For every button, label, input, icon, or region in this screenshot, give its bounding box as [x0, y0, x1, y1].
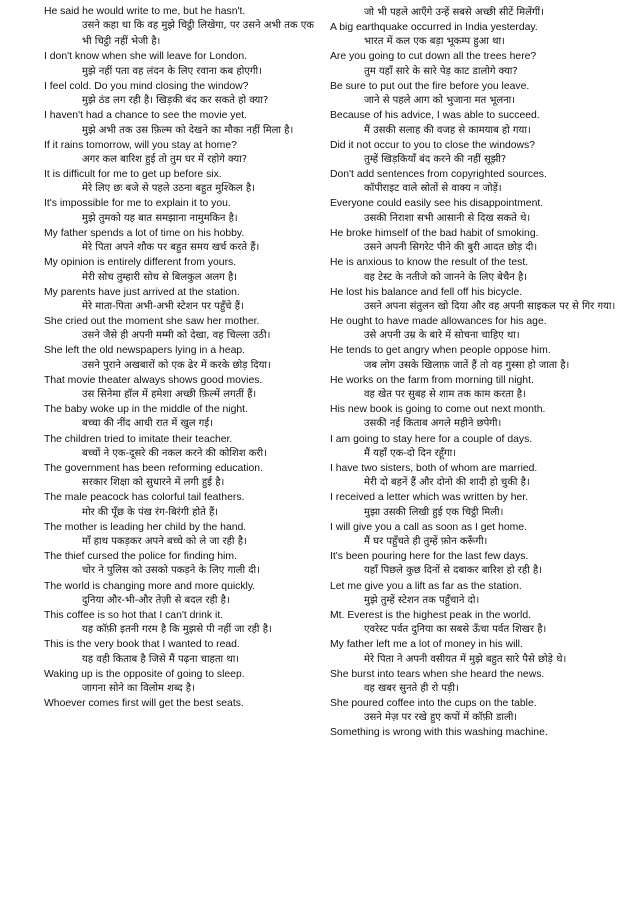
english-sentence: The male peacock has colorful tail feathers. [44, 492, 245, 504]
hindi-translation: मुझे तुमको यह बात समझाना नामुमकिन है। [82, 212, 238, 224]
english-sentence: She cried out the moment she saw her mother. [44, 316, 260, 327]
hindi-translation: बच्चा की नींद आधी रात में खुल गई। [82, 418, 214, 430]
sentence-pair [44, 344, 322, 373]
english-sentence: She poured coffee into the cups on the table. [330, 698, 537, 710]
english-sentence: My parents have just arrived at the station. [44, 286, 240, 298]
sentence-pair [44, 609, 322, 638]
english-sentence: My father spends a lot of time on his hobby. [44, 227, 245, 239]
hindi-translation: मुझे तुम्हें स्टेशन तक पहुँचाने दो। [364, 594, 480, 606]
hindi-translation: वह टेस्ट के नतीजे को जानने के लिए बेचैन है। [364, 271, 528, 283]
hindi-translation: मेरी दो बहनें हैं और दोनो की शादी हो चुकी है। [364, 477, 530, 489]
english-sentence: If it rains tomorrow, will you stay at home? [44, 139, 237, 151]
hindi-translation: तुम्हें खिड़कियाँ बंद करने की नहीं सूझी? [364, 153, 507, 165]
sentence-pair [330, 80, 618, 109]
sentence-pair [330, 344, 618, 373]
hindi-translation: अगर कल बारिश हुई तो तुम घर में रहोगे क्या? [82, 153, 248, 165]
english-sentence: I feel cold. Do you mind closing the window? [44, 80, 249, 92]
sentence-pair [44, 197, 322, 226]
sentence-pair [44, 403, 322, 432]
english-sentence: Something is wrong with this washing machine. [330, 727, 548, 739]
english-sentence: The government has been reforming education. [44, 462, 263, 474]
sentence-pair [44, 256, 322, 285]
hindi-translation: सरकार शिक्षा को सुधारने में लगी हुई है। [82, 477, 225, 489]
english-sentence: This is the very book that I wanted to read. [44, 639, 240, 651]
english-sentence: Don't add sentences from copyrighted sources. [330, 169, 547, 181]
sentence-pair [44, 550, 322, 579]
hindi-translation: भारत में कल एक बड़ा भूकम्प हुआ था। [364, 36, 505, 48]
hindi-translation: उस सिनेमा हॉल में हमेशा अच्छी फ़िल्में लगतीं हैं। [82, 389, 257, 401]
hindi-translation: वह खबर सुनते ही रो पड़ी। [364, 682, 459, 694]
sentence-pair [44, 168, 322, 197]
sentence-pair [330, 286, 618, 315]
hindi-translation: बच्चों ने एक-दूसरे की नकल करने की कोशिश करी। [82, 447, 267, 459]
hindi-translation: उसने कहा था कि वह मुझे चिट्ठी लिखेगा, पर उसने अभी तक एक भी चिट्ठी नहीं भेजी है। [82, 20, 314, 48]
hindi-translation: उसने पुराने अखबारों को एक ढेर में करके छोड़ दिया। [82, 359, 271, 371]
english-sentence: The thief cursed the police for finding him. [44, 551, 237, 563]
english-sentence: He works on the farm from morning till night. [330, 374, 534, 386]
english-sentence: The baby woke up in the middle of the night. [44, 404, 248, 416]
sentence-pair [44, 580, 322, 609]
hindi-translation: मेरी सोच तुम्हारी सोच से बिलकुल अलग है। [82, 271, 238, 283]
sentence-pair [330, 168, 618, 197]
hindi-translation: मुझे नहीं पता वह लंदन के लिए रवाना कब होएगी। [82, 65, 262, 77]
sentence-pair [330, 403, 618, 432]
hindi-translation: उसने मेज़ पर रखे हुए कपों में कॉफ़ी डाली। [364, 712, 518, 724]
english-sentence: I don't know when she will leave for London. [44, 51, 247, 63]
sentence-pair [44, 697, 322, 710]
english-sentence: The mother is leading her child by the hand. [44, 521, 247, 533]
english-sentence: This coffee is so hot that I can't drink it. [44, 609, 224, 621]
english-sentence: It's been pouring here for the last few days. [330, 551, 529, 563]
sentence-pair [330, 5, 618, 21]
sentence-pair [330, 197, 618, 226]
hindi-translation: मैं यहाँ एक-दो दिन रहूँगा। [364, 447, 456, 459]
sentence-pair [330, 315, 618, 344]
hindi-translation: मुझे ठंड लग रही है। खिड़की बंद कर सकते हो क्या? [82, 95, 269, 107]
hindi-translation: वह खेत पर सुबह से शाम तक काम करता है। [364, 389, 526, 401]
sentence-pair [330, 21, 618, 50]
sentence-pair [330, 374, 618, 403]
hindi-translation: जो भी पहले आएँगे उन्हें सबसे अच्छी सीटें मिलेंगीं। [364, 7, 544, 18]
hindi-translation: मुझा उसकी लिखी हुई एक चिट्ठी मिली। [364, 506, 504, 518]
sentence-pair [330, 462, 618, 491]
sentence-pair [44, 638, 322, 667]
english-sentence: His new book is going to come out next month. [330, 404, 546, 416]
english-sentence: Did it not occur to you to close the windows? [330, 139, 536, 151]
sentence-pair [44, 521, 322, 550]
english-sentence: A big earthquake occurred in India yesterday. [330, 22, 538, 34]
english-sentence: I will give you a call as soon as I get home. [330, 521, 527, 533]
hindi-translation: मेरे पिता ने अपनी वसीयत में मुझे बहुत सारे पैसे छोड़े थे। [364, 653, 567, 665]
hindi-translation: उसे अपनी उम्र के बारे में सोचना चाहिए था। [364, 330, 520, 342]
sentence-pair [330, 139, 618, 168]
hindi-translation: यहाँ पिछले कुछ दिनों से दबाकर बारिश हो रही है। [364, 565, 543, 577]
english-sentence: I am going to stay here for a couple of days. [330, 433, 533, 445]
english-sentence: She left the old newspapers lying in a heap. [44, 345, 246, 357]
hindi-translation: मेरे पिता अपने शौक पर बहुत समय खर्च करते हैं। [82, 242, 260, 254]
hindi-translation: मुझे अभी तक उस फ़िल्म को देखने का मौका नहीं मिला है। [82, 124, 294, 136]
sentence-pair [44, 462, 322, 491]
hindi-translation: यह कॉफ़ी इतनी गरम है कि मुझसे पी नहीं जा रही है। [82, 624, 272, 636]
sentence-pair [44, 50, 322, 79]
hindi-translation: चोर ने पुलिस को उसको पकड़ने के लिए गाली दी। [82, 565, 260, 577]
english-sentence: He ought to have made allowances for his age. [330, 316, 547, 327]
english-sentence: Are you going to cut down all the trees here? [330, 51, 537, 63]
hindi-translation: उसने अपनी सिगरेट पीने की बुरी आदत छोड़ दी। [364, 242, 538, 254]
hindi-translation: मेरे माता-पिता अभी-अभी स्टेशन पर पहुँचे हैं। [82, 300, 244, 312]
sentence-pair [330, 50, 618, 79]
english-sentence: Be sure to put out the fire before you leave. [330, 80, 530, 92]
sentence-pair [330, 521, 618, 550]
hindi-translation: उसने अपना संतुलन खो दिया और वह अपनी साइकल पर से गिर गया। [364, 300, 616, 312]
hindi-translation: दुनिया और-भी-और तेज़ी से बदल रही है। [82, 594, 230, 606]
sentence-pair [330, 109, 618, 138]
sentence-pair [330, 668, 618, 697]
sentence-pair [44, 433, 322, 462]
english-sentence: It is difficult for me to get up before six. [44, 169, 222, 181]
sentence-pair [330, 256, 618, 285]
sentence-pair [330, 697, 618, 726]
hindi-translation: तुम यहाँ सारे के सारे पेड़ काट डालोगे क्या? [364, 65, 518, 77]
english-sentence: He lost his balance and fell off his bicycle. [330, 286, 523, 298]
sentence-pair [330, 433, 618, 462]
sentence-pair [44, 668, 322, 697]
english-sentence: He tends to get angry when people oppose him. [330, 345, 551, 357]
sentence-pair [44, 139, 322, 168]
english-sentence: I have two sisters, both of whom are married. [330, 462, 538, 474]
english-sentence: The children tried to imitate their teacher. [44, 433, 233, 445]
sentence-pair [330, 550, 618, 579]
sentence-pair [330, 580, 618, 609]
hindi-translation: उसकी निराशा सभी आसानी से दिख सकते थे। [364, 212, 531, 224]
sentence-pair [330, 726, 618, 739]
english-sentence: My father left me a lot of money in his will. [330, 639, 523, 651]
sentence-pair [330, 638, 618, 667]
sentence-pair [44, 491, 322, 520]
hindi-translation: कॉपीराइट वाले स्रोतों से वाक्य न जोड़ें। [364, 183, 502, 195]
sentence-pair [44, 315, 322, 344]
english-sentence: Whoever comes first will get the best seats. [44, 698, 244, 710]
sentence-pair [44, 286, 322, 315]
hindi-translation: माँ हाथ पकड़कर अपने बच्चे को ले जा रही है। [82, 536, 247, 548]
sentence-pair [330, 227, 618, 256]
english-sentence: It's impossible for me to explain it to you. [44, 198, 231, 210]
english-sentence: Waking up is the opposite of going to sleep. [44, 668, 245, 680]
sentence-pair [44, 227, 322, 256]
hindi-translation: यह वही किताब है जिसे मैं पढ़ना चाहता था। [82, 653, 240, 665]
english-sentence: Let me give you a lift as far as the station. [330, 580, 522, 592]
hindi-translation: जाने से पहले आग को भुजाना मत भूलना। [364, 95, 516, 107]
hindi-translation: मेरे लिए छः बजे से पहले उठना बहुत मुश्किल है। [82, 183, 255, 195]
hindi-translation: मोर की पूँछ के पंख रंग-बिरंगी होते हैं। [82, 506, 219, 518]
english-sentence: He broke himself of the bad habit of smoking. [330, 227, 539, 239]
english-sentence: I haven't had a chance to see the movie yet. [44, 110, 247, 122]
english-sentence: She burst into tears when she heard the news. [330, 668, 545, 680]
sentence-pair [330, 491, 618, 520]
hindi-translation: मैं उसकी सलाह की वजह से कामयाब हो गया। [364, 124, 531, 136]
english-sentence: The world is changing more and more quickly. [44, 580, 256, 592]
sentence-pair [44, 5, 322, 50]
hindi-translation: जागना सोने का विलोम शब्द है। [82, 682, 195, 694]
hindi-translation: उसकी नई किताब अगले महीने छपेगी। [364, 418, 502, 430]
english-sentence: Because of his advice, I was able to succeed. [330, 110, 540, 122]
sentence-pair [44, 109, 322, 138]
left-column [44, 5, 322, 710]
right-column [330, 5, 618, 740]
english-sentence: He said he would write to me, but he hasn't. [44, 6, 246, 17]
english-sentence: Mt. Everest is the highest peak in the world. [330, 609, 531, 621]
english-sentence: I received a letter which was written by her. [330, 492, 529, 504]
english-sentence: My opinion is entirely different from yours. [44, 257, 237, 269]
hindi-translation: मैं घर पहुँचते ही तुम्हें फ़ोन करूँगी। [364, 536, 488, 548]
hindi-translation: जब लोग उसके खिलाफ़ जातें हैं तो वह गुस्सा हो जाता है। [364, 359, 570, 371]
english-sentence: Everyone could easily see his disappointment. [330, 198, 544, 210]
hindi-translation: एवरेस्ट पर्वत दुनिया का सबसे ऊँचा पर्वत शिखर है। [364, 624, 547, 636]
hindi-translation: उसने जैसे ही अपनी मम्मी को देखा, वह चिल्ला उठी। [82, 330, 271, 342]
sentence-pair [330, 609, 618, 638]
english-sentence: That movie theater always shows good movies. [44, 374, 263, 386]
english-sentence: He is anxious to know the result of the test. [330, 257, 529, 269]
sentence-pair [44, 374, 322, 403]
sentence-pair [44, 80, 322, 109]
